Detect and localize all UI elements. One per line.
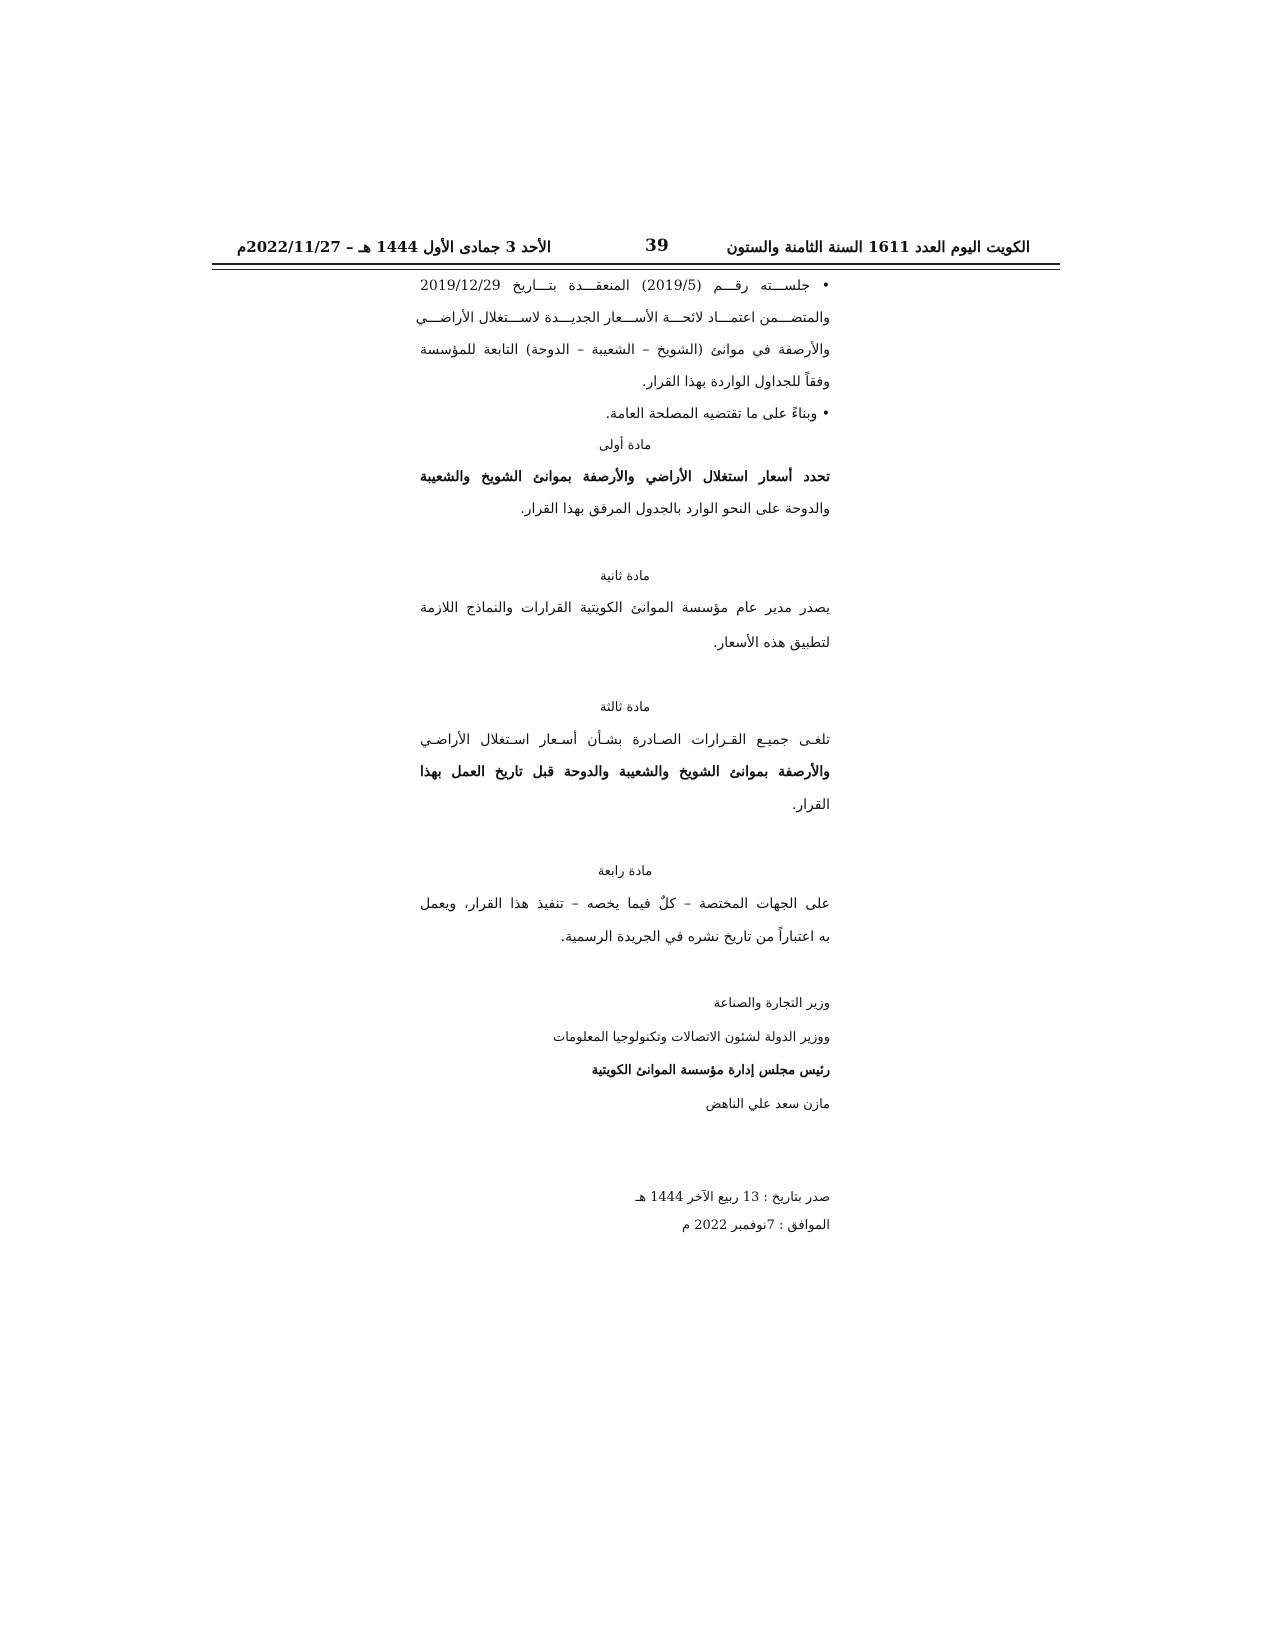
publication-date: الأحد 3 جمادى الأول 1444 هـ – 2022/11/27م xyxy=(237,238,551,256)
article-title: مادة رابعة xyxy=(597,864,653,879)
signatory-title: ووزير الدولة لشئون الاتصالات وتكنولوجيا المعلومات xyxy=(552,1030,830,1045)
article-line: والدوحة على النحو الوارد بالجدول المرفق بهذا القرار. xyxy=(520,501,830,517)
article-line: تلغـى جميـع القـرارات الصـادرة بشـأن أسـعار اسـتغلال الأراضـي xyxy=(420,732,830,748)
article-line: يصدر مدير عام مؤسسة الموانئ الكويتية القرارات والنماذج اللازمة xyxy=(420,600,830,616)
issue-date-gregorian: الموافق : 7نوفمبر 2022 م xyxy=(682,1218,830,1233)
article-line: على الجهات المختصة – كلٌ فيما يخصه – تنفيذ هذا القرار، ويعمل xyxy=(420,896,830,912)
signatory-title: وزير التجارة والصناعة xyxy=(713,996,830,1011)
article-title: مادة أولى xyxy=(598,438,652,453)
signatory-title: رئيس مجلس إدارة مؤسسة الموانئ الكويتية xyxy=(591,1063,830,1078)
issue-date-hijri: صدر بتاريخ : 13 ربيع الآخر 1444 هـ xyxy=(635,1190,830,1205)
article-line: والأرصفة بموانئ الشويخ والشعيبة والدوحة قبل تاريخ العمل بهذا xyxy=(420,764,830,780)
article-line: القرار. xyxy=(791,797,830,813)
preamble-line: وفقاً للجداول الواردة بهذا القرار. xyxy=(642,374,830,390)
preamble-line: • وبناءً على ما تقتضيه المصلحة العامة. xyxy=(605,406,830,422)
signatory-name: مازن سعد علي الناهض xyxy=(705,1097,830,1112)
journal-issue-info: الكويت اليوم العدد 1611 السنة الثامنة والستون xyxy=(726,238,1030,256)
article-title: مادة ثانية xyxy=(600,569,650,584)
page-number: 39 xyxy=(645,236,669,256)
header-rule-thin xyxy=(212,269,1060,270)
article-line: به اعتباراً من تاريخ نشره في الجريدة الرسمية. xyxy=(560,929,830,945)
preamble-line: • جلســـته رقـــم (2019/5) المنعقـــدة بتـــاريخ 2019/12/29 xyxy=(420,278,830,294)
article-line: لتطبيق هذه الأسعار. xyxy=(713,635,830,651)
article-title: مادة ثالثة xyxy=(599,700,651,715)
header-rule-thick xyxy=(212,263,1060,265)
preamble-line: والأرصفة في موانئ (الشويخ – الشعيبة – الدوحة) التابعة للمؤسسة xyxy=(420,342,830,358)
preamble-line: والمتضـــمن اعتمـــاد لائحـــة الأســـعار الجديـــدة لاســـتغلال الأراضـــي xyxy=(415,310,830,326)
article-line: تحدد أسعار استغلال الأراضي والأرصفة بموانئ الشويخ والشعيبة xyxy=(420,469,830,485)
